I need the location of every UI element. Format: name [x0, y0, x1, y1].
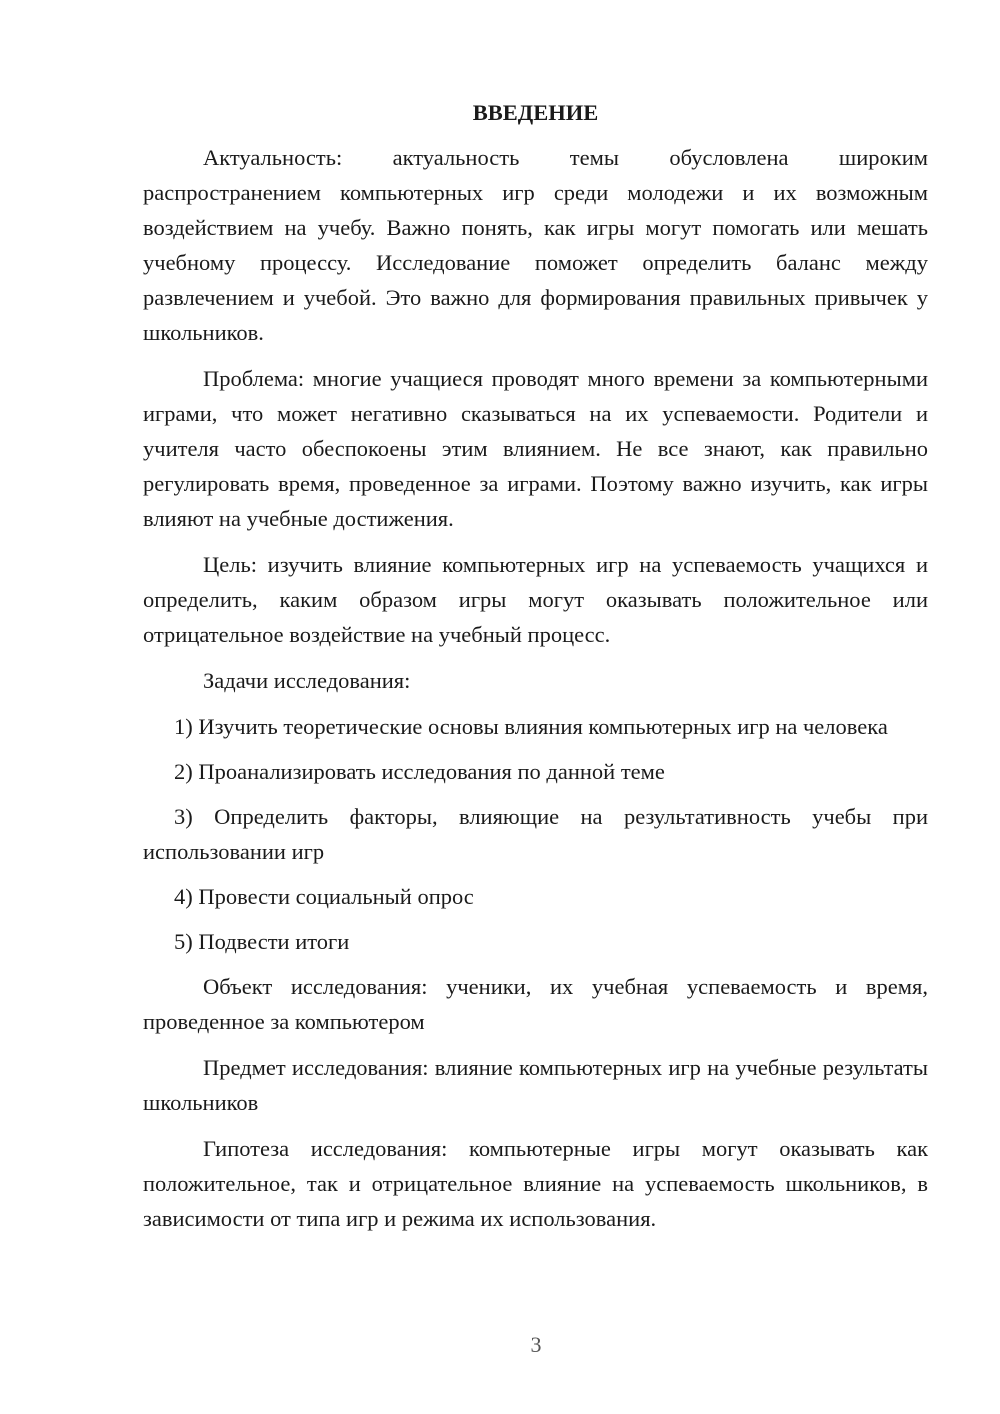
problem-paragraph: Проблема: многие учащиеся проводят много времени за компьютерными играми, что может негативно сказываться на их успеваемости. Родители и учителя часто обеспокоены этим влиянием. Не все знают, как правильно регулировать время, проведенное за играми. Поэтому важно изучить, как игры влияют на учебные достижения.: [143, 366, 928, 531]
page-content: [143, 95, 928, 1247]
tasks-list: [143, 709, 928, 959]
object-paragraph: Объект исследования: ученики, их учебная успеваемость и время, проведенное за компьютером: [143, 974, 928, 1034]
list-item: 5) Подвести итоги: [174, 929, 350, 954]
goal-paragraph: Цель: изучить влияние компьютерных игр на успеваемость учащихся и определить, каким образом игры могут оказывать положительное или отрицательное воздействие на учебный процесс.: [143, 552, 928, 647]
relevance-paragraph: Актуальность: актуальность темы обусловлена широким распространением компьютерных игр среди молодежи и их возможным воздействием на учебу. Важно понять, как игры могут помогать или мешать учебному процессу. Исследование поможет определить баланс между развлечением и учебой. Это важно для формирования правильных привычек у школьников.: [143, 145, 928, 345]
hypothesis-paragraph: Гипотеза исследования: компьютерные игры могут оказывать как положительное, так и отрицательное влияние на успеваемость школьников, в зависимости от типа игр и режима их использования.: [143, 1136, 928, 1231]
section-title: ВВЕДЕНИЕ: [472, 100, 599, 125]
tasks-heading: Задачи исследования:: [203, 668, 411, 693]
subject-paragraph: Предмет исследования: влияние компьютерных игр на учебные результаты школьников: [143, 1055, 928, 1115]
page-number: 3: [530, 1332, 542, 1357]
list-item: 1) Изучить теоретические основы влияния компьютерных игр на человека: [174, 714, 888, 739]
list-item: 4) Провести социальный опрос: [174, 884, 474, 909]
list-item: 2) Проанализировать исследования по данной теме: [174, 759, 665, 784]
list-item: 3) Определить факторы, влияющие на результативность учебы при использовании игр: [143, 804, 928, 864]
